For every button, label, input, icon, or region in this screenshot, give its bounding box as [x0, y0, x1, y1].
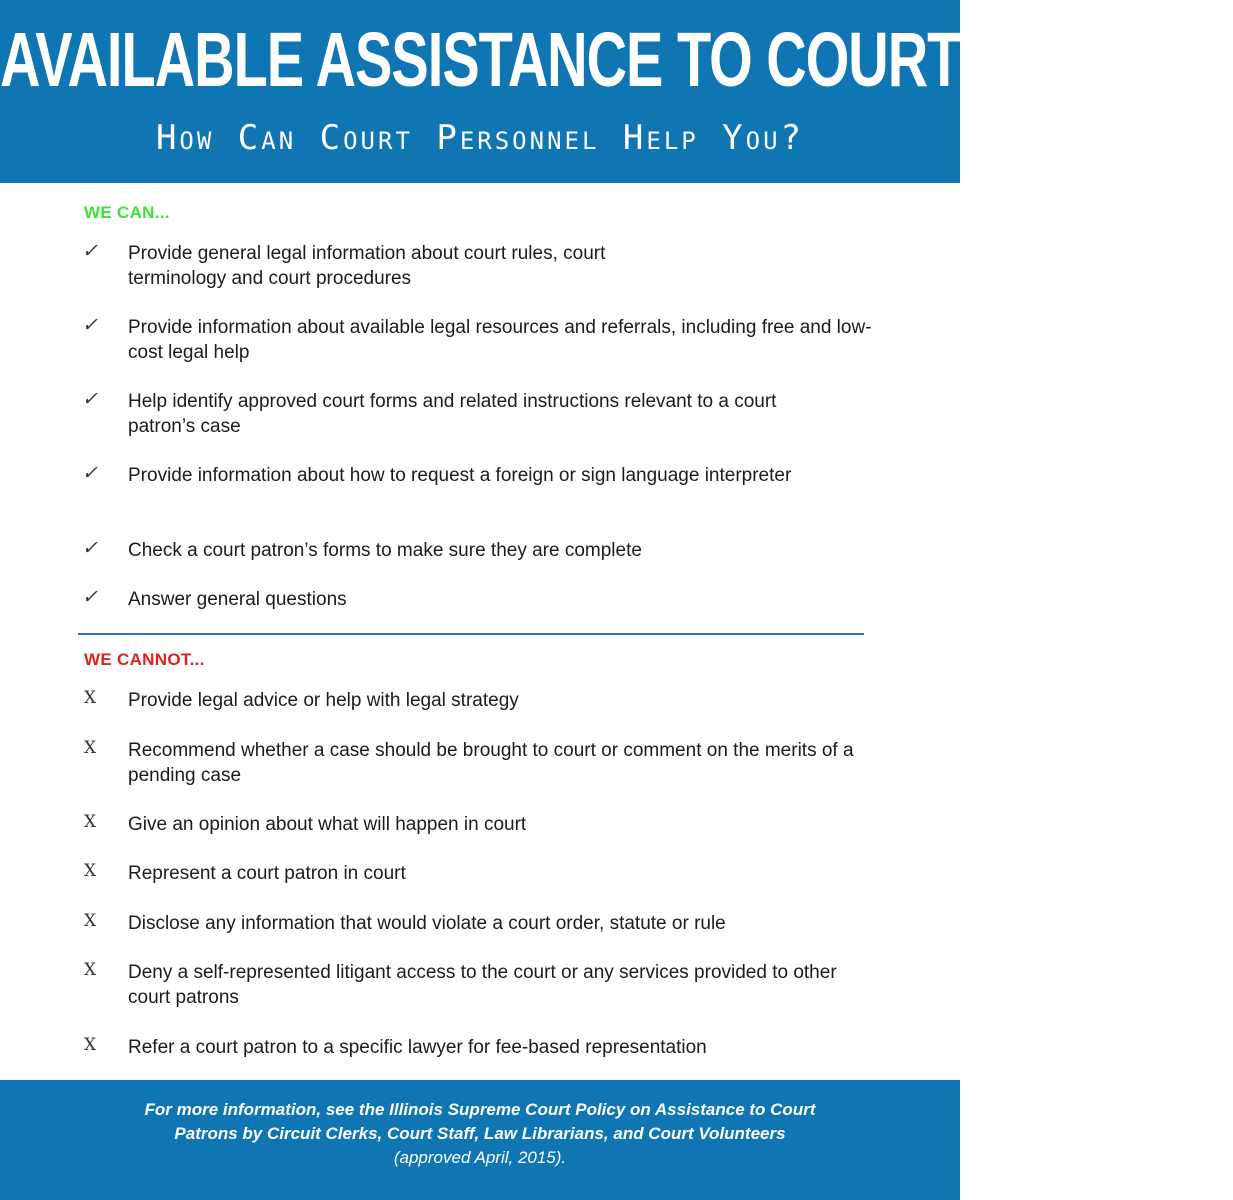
- x-mark-icon: X: [84, 812, 97, 832]
- footer-note: [0, 1098, 960, 1170]
- cannot-item-text: Disclose any information that would violate a court order, statute or rule: [128, 913, 726, 934]
- can-item-text: Provide information about how to request a foreign or sign language interpreter: [128, 465, 792, 486]
- cannot-item-text: Represent a court patron in court: [128, 863, 406, 884]
- can-item-text: Help identify approved court forms and related instructions relevant to a court patron’s case: [128, 391, 777, 437]
- can-item-text: Check a court patron’s forms to make sure they are complete: [128, 540, 642, 561]
- x-mark-icon: X: [84, 1035, 97, 1055]
- section-divider: [78, 633, 864, 635]
- x-mark-icon: X: [84, 738, 97, 758]
- x-mark-icon: X: [84, 960, 97, 980]
- footer-line-1: For more information, see the Illinois Supreme Court Policy on Assistance to Court: [144, 1100, 816, 1119]
- checkmark-icon: ✓: [82, 388, 98, 410]
- x-mark-icon: X: [84, 911, 97, 931]
- checkmark-icon: ✓: [82, 240, 98, 262]
- checkmark-icon: ✓: [82, 537, 98, 559]
- page-subtitle: How Can Court Personnel Help You?: [155, 118, 805, 158]
- checkmark-icon: ✓: [82, 586, 98, 608]
- cannot-item-text: Recommend whether a case should be brought to court or comment on the merits of a pending case: [128, 740, 854, 786]
- cannot-item-text: Give an opinion about what will happen in court: [128, 814, 527, 835]
- checkmark-icon: ✓: [82, 314, 98, 336]
- page-title: AVAILABLE ASSISTANCE TO COURT PATRONS: [0, 15, 1233, 103]
- we-cannot-heading: WE CANNOT...: [84, 650, 205, 669]
- footer-line-3: (approved April, 2015).: [393, 1148, 567, 1167]
- can-item-text: Provide information about available legal resources and referrals, including free and low-cost legal help: [128, 317, 872, 363]
- cannot-item-text: Deny a self-represented litigant access to the court or any services provided to other court patrons: [128, 962, 837, 1008]
- x-mark-icon: X: [84, 861, 97, 881]
- can-item-text: Answer general questions: [128, 589, 347, 610]
- x-mark-icon: X: [84, 688, 97, 708]
- can-item-text: Provide general legal information about court rules, court terminology and court procedures: [128, 243, 606, 289]
- checkmark-icon: ✓: [82, 462, 98, 484]
- cannot-item-text: Refer a court patron to a specific lawyer for fee-based representation: [128, 1037, 707, 1058]
- header-banner: [0, 0, 1233, 183]
- we-can-heading: WE CAN...: [84, 203, 170, 222]
- footer-banner: [0, 1080, 960, 1200]
- footer-line-2: Patrons by Circuit Clerks, Court Staff, Law Librarians, and Court Volunteers: [174, 1124, 786, 1143]
- cannot-item-text: Provide legal advice or help with legal strategy: [128, 690, 519, 711]
